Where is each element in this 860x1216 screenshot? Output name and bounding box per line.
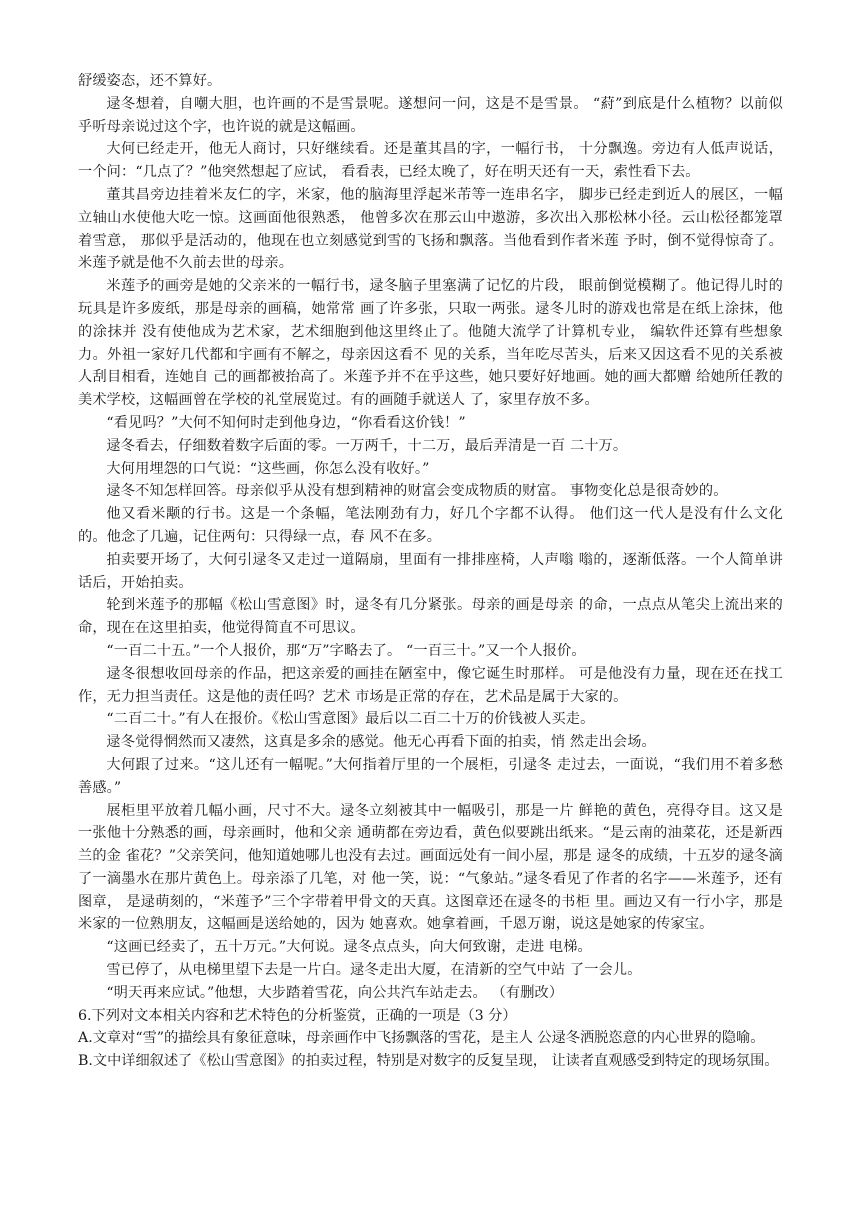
paragraph: 董其昌旁边挂着米友仁的字，米家，他的脑海里浮起米芾等一连串名字， 脚步已经走到近人的展区，一幅立轴山水使他大吃一惊。这画面他很熟悉， 他曾多次在那云山中遨游，多次出入那松林小径。云山松径都笼罩着雪意， 那似乎是活动的，他现在也立刻感觉到雪的飞扬和飘落。当他看到作者米莲 予时，倒不觉得惊奇了。米莲予就是他不久前去世的母亲。 <box>78 186 783 272</box>
paragraph: 逯冬很想收回母亲的作品，把这亲爱的画挂在陋室中，像它诞生时那样。 可是他没有力量，现在还在找工作，无力担当责任。这是他的责任吗？艺术 市场是正常的存在，艺术品是属于大家的。 <box>78 665 783 705</box>
paragraph: 他又看米颙的行书。这是一个条幅，笔法刚劲有力，好几个字都不认得。 他们这一代人是没有什么文化的。他念了几遍，记住两句：只得绿一点，春 风不在多。 <box>78 506 783 545</box>
paragraph-continued: 舒缓姿态，还不算好。 <box>78 73 222 89</box>
option-a: A.文章对“雪”的描绘具有象征意味，母亲画作中飞扬飘落的雪花，是主人 公逯冬洒脱恣意的内心世界的隐喻。 <box>78 1030 765 1047</box>
paragraph: 米莲予的画旁是她的父亲米的一幅行书，逯冬脑子里塞满了记忆的片段， 眼前倒觉模糊了。他记得儿时的玩具是许多废纸，那是母亲的画稿，她常常 画了许多张，只取一两张。逯冬儿时的游戏也常是在纸上涂抹，他的涂抹并 没有使他成为艺术家，艺术细胞到他这里终止了。他随大流学了计算机专业， 编软件还算有些想象力。外祖一家好几代都和宇画有不解之，母亲因这看不 见的关系，当年吃尽苦头，后来又因这看不见的关系被人刮目相看，连她自 己的画都被抬高了。米莲予并不在乎这些，她只要好好地画。她的画大都赠 给她所任教的美术学校，这幅画曾在学校的礼堂展览过。有的画随手就送人 了，家里存放不多。 <box>78 278 783 409</box>
paragraph: 逯冬觉得惘然而又凄然，这真是多余的感觉。他无心再看下面的拍卖，悄 然走出会场。 <box>106 734 656 751</box>
paragraph: 轮到米莲予的那幅《松山雪意图》时，逯冬有几分紧张。母亲的画是母亲 的命，一点点从笔尖上流出来的命，现在在这里拍卖，他觉得简直不可思议。 <box>78 597 783 637</box>
paragraph: “二百二十。”有人在报价。《松山雪意图》最后以二百二十万的价钱被人买走。 <box>106 711 595 728</box>
paragraph: 大何用埋怨的口气说：“这些画，你怎么没有收好。” <box>106 460 430 477</box>
paragraph: 逯冬想着，自嘲大胆，也许画的不是雪景呢。遂想问一问，这是不是雪景。 “葤”到底是什么植物？以前似乎听母亲说过这个字，也许说的就是这幅画。 <box>78 95 783 135</box>
paragraph: 逯冬不知怎样回答。母亲似乎从没有想到精神的财富会变成物质的财富。 事物变化总是很奇妙的。 <box>106 483 728 500</box>
paragraph: 雪已停了，从电梯里望下去是一片白。逯冬走出大厦，在清新的空气中站 了一会儿。 <box>106 962 642 979</box>
paragraph: “看见吗？”大何不知何时走到他身边，“你看看这价钱！” <box>106 414 466 431</box>
paragraph: 大何已经走开，他无人商讨，只好继续看。还是董其昌的字，一幅行书， 十分飘逸。旁边有人低声说话，一个问：“几点了？”他突然想起了应试， 看看表，已经太晚了，好在明天还有一天，索性看下去。 <box>78 141 783 181</box>
paragraph: “一百二十五。”一个人报价，那“万”字略去了。 “一百三十。”又一个人报价。 <box>106 642 586 659</box>
document-page <box>78 70 783 1073</box>
paragraph: 拍卖要开场了，大何引逯冬又走过一道隔扇，里面有一排排座椅，人声嗡 嗡的，逐渐低落。一个人简单讲话后，开始拍卖。 <box>78 551 783 591</box>
paragraph: 大何跟了过来。“这儿还有一幅呢。”大何指着厅里的一个展柜，引逯冬 走过去，一面说，“我们用不着多愁善感。” <box>78 756 783 796</box>
paragraph: 逯冬看去，仔细数着数字后面的零。一万两千，十二万，最后弄清是一百 二十万。 <box>106 437 628 454</box>
paragraph: 展柜里平放着几幅小画，尺寸不大。逯冬立刻被其中一幅吸引，那是一片 鲜艳的黄色，亮得夺目。这又是一张他十分熟悉的画，母亲画时，他和父亲 通萌都在旁边看，黄色似要跳出纸来。“是云南的油菜花，还是新西兰的金 雀花？”父亲笑问，他知道她哪儿也没有去过。画面远处有一间小屋，那是 逯冬的成绩，十五岁的逯冬滴了一滴墨水在那片黄色上。母亲添了几笔，对 他一笑，说：“气象站。”逯冬看见了作者的名字——米莲予，还有图章， 是逯萌刻的，“米莲予”三个字带着甲骨文的天真。这图章还在逯冬的书柜 里。画边又有一行小字，那是米家的一位熟朋友，这幅画是送给她的，因为 她喜欢。她拿着画，千恩万谢，说这是她家的传家宝。 <box>78 802 783 933</box>
paragraph-final: “明天再来应试。”他想，大步踏着雪花，向公共汽车站走去。 （有删改） <box>106 984 564 1001</box>
option-b: B.文中详细叙述了《松山雪意图》的拍卖过程，特别是对数字的反复呈现， 让读者直观感受到特定的现场氛围。 <box>78 1053 779 1070</box>
question-stem: 6.下列对文本相关内容和艺术特色的分析鉴赏，正确的一项是（3 分） <box>78 1007 517 1024</box>
paragraph: “这画已经卖了，五十万元。”大何说。逯冬点点头，向大何致谢，走进 电梯。 <box>106 939 592 956</box>
